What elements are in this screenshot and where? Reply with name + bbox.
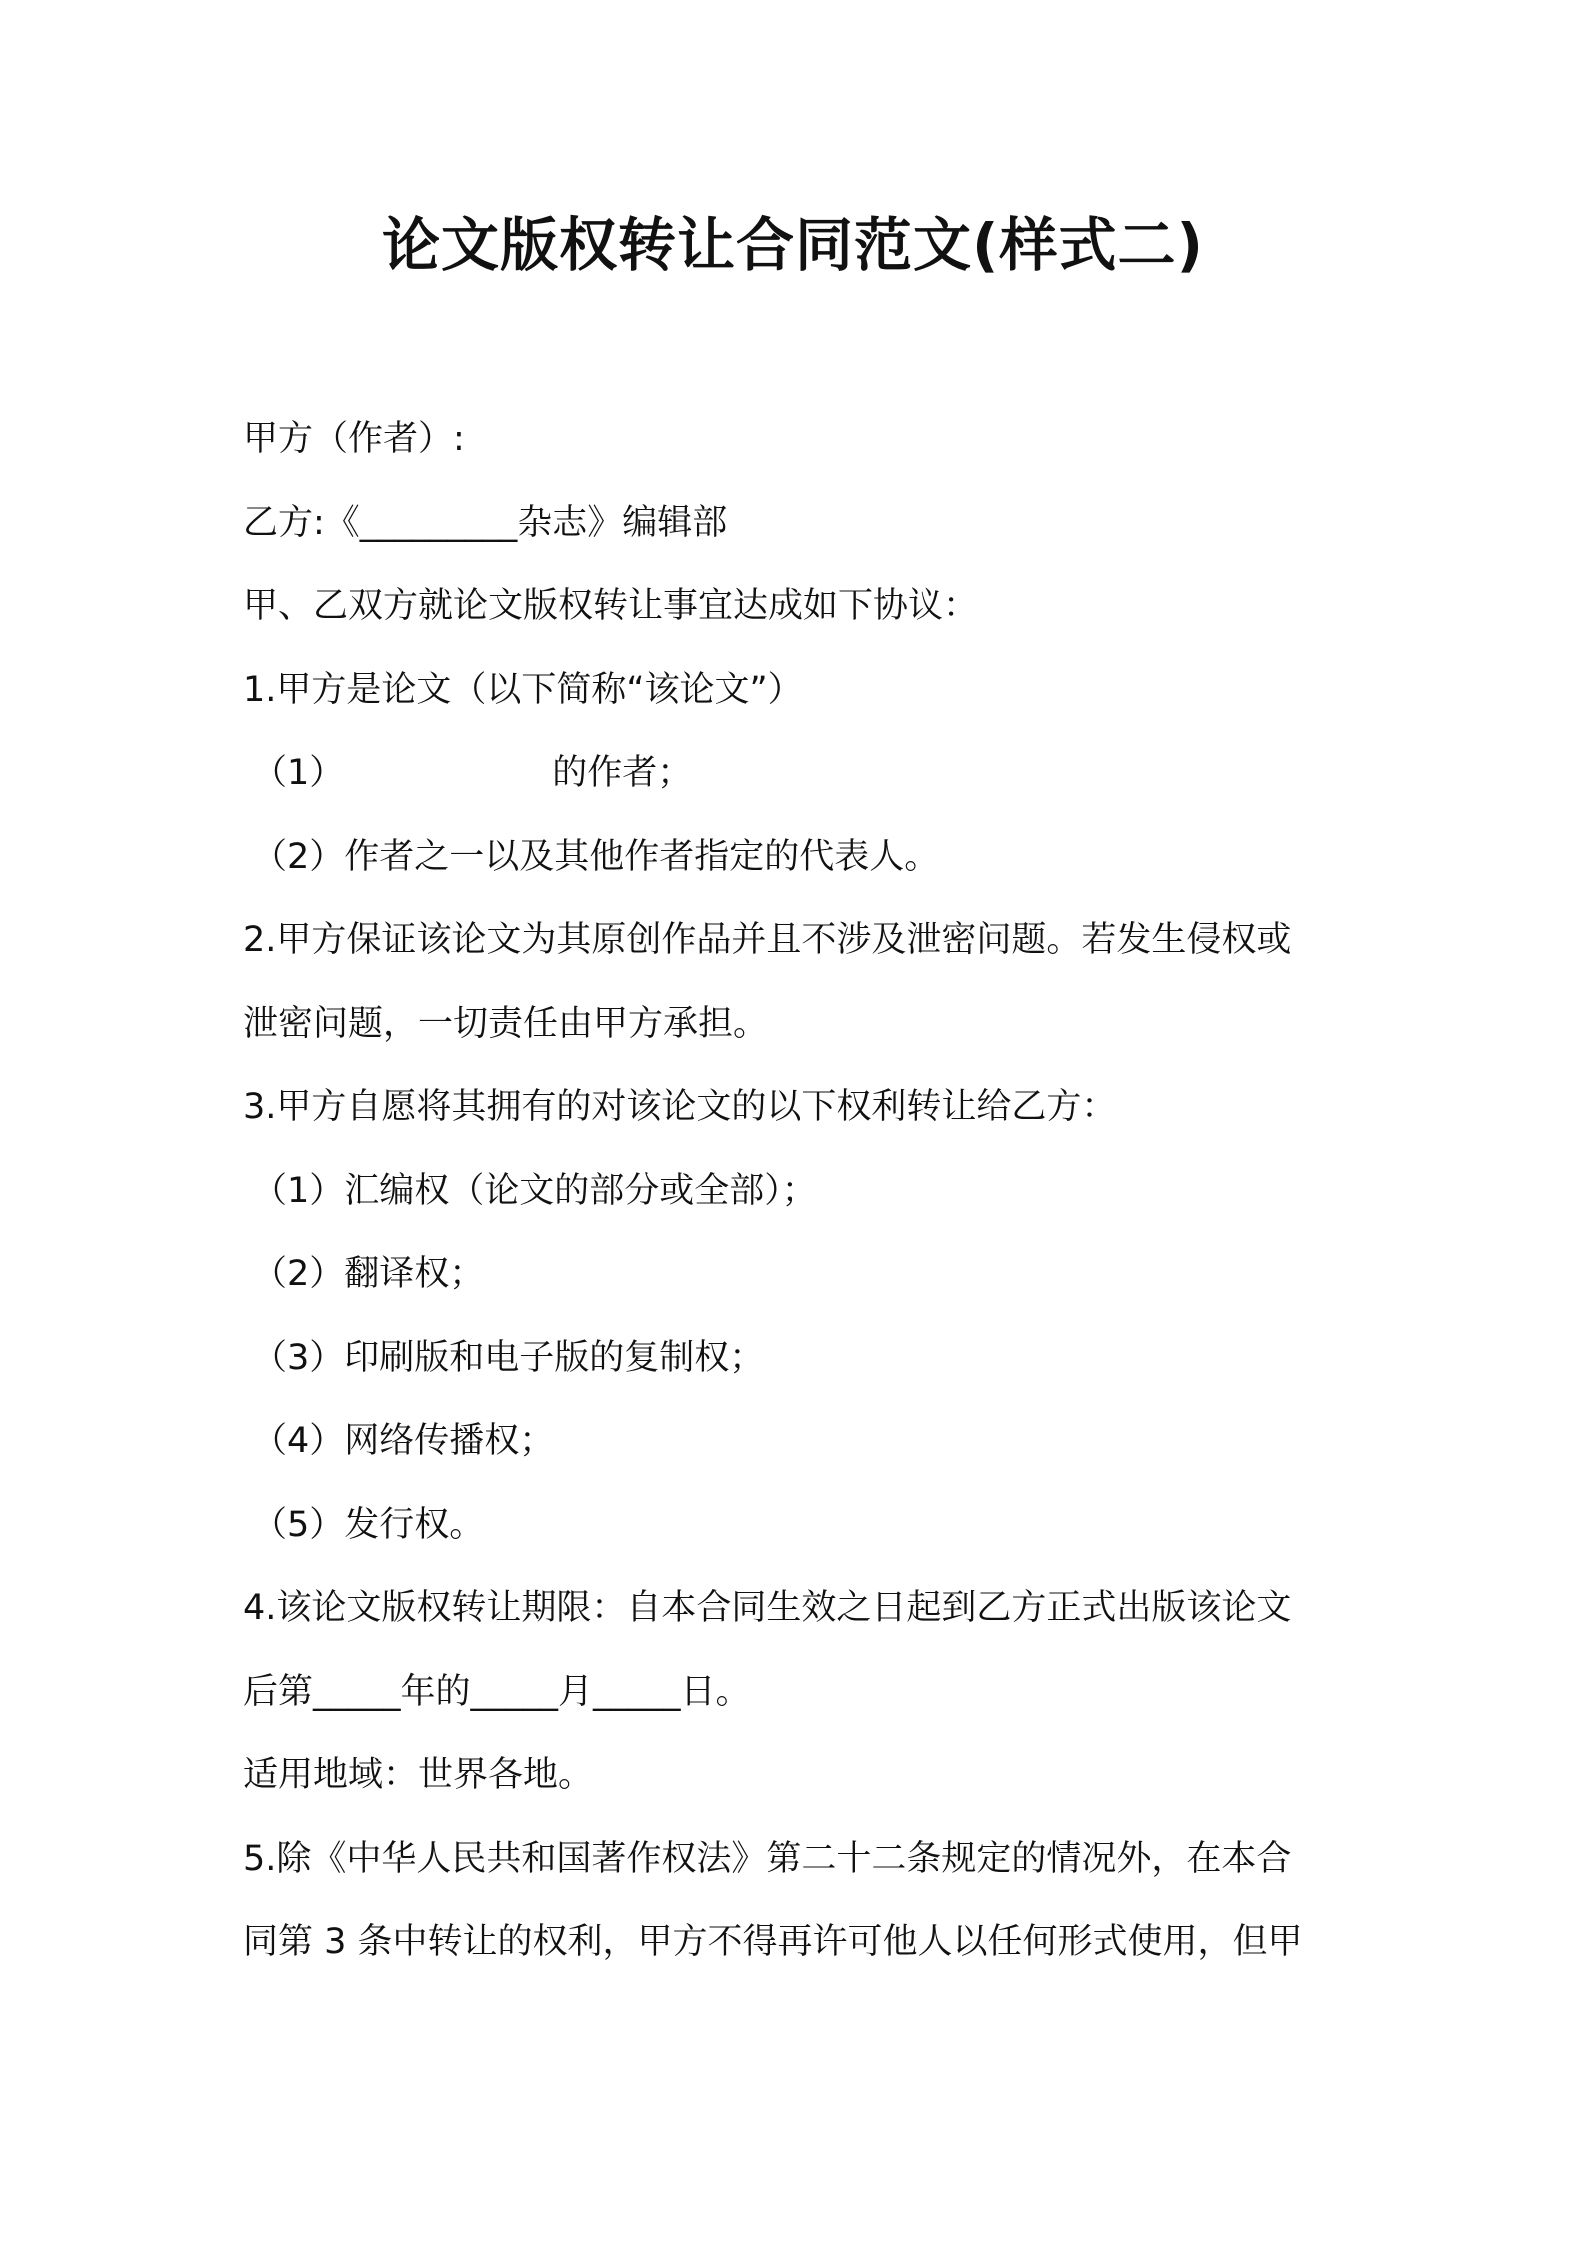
- clause-1-item-1-number: （1）: [252, 753, 345, 793]
- clause-5-line-2: 同第 3 条中转让的权利，甲方不得再许可他人以任何形式使用，但甲: [243, 1922, 1303, 1962]
- clause-2-line-2: 泄密问题，一切责任由甲方承担。: [243, 1003, 769, 1044]
- clause-3-item-2: （2）翻译权；: [252, 1254, 485, 1294]
- clause-2-line-1: 2.甲方保证该论文为其原创作品并且不涉及泄密问题。若发生侵权或: [243, 920, 1292, 960]
- clause-3-item-4: （4）网络传播权；: [252, 1421, 555, 1461]
- clause-3-item-5: （5）发行权。: [252, 1504, 485, 1545]
- region-line: 适用地域：世界各地。: [243, 1755, 594, 1795]
- clause-3-item-3: （3）印刷版和电子版的复制权；: [252, 1337, 765, 1378]
- party-b-line: 乙方:《_________杂志》编辑部: [243, 502, 728, 543]
- party-a-line: 甲方（作者）:: [243, 419, 465, 459]
- clause-4-line-1: 4.该论文版权转让期限：自本合同生效之日起到乙方正式出版该论文: [243, 1588, 1292, 1628]
- clause-1: 1.甲方是论文（以下简称“该论文”）: [243, 669, 803, 710]
- clause-1-item-1: [243, 732, 1353, 816]
- clause-1-item-2: （2）作者之一以及其他作者指定的代表人。: [252, 836, 940, 877]
- document-body: [243, 398, 1353, 1985]
- document-title: 论文版权转让合同范文(样式二): [381, 211, 1205, 279]
- clause-4-line-2: 后第_____年的_____月_____日。: [243, 1671, 751, 1712]
- clause-1-item-1-text: 的作者；: [552, 753, 693, 793]
- clause-3: 3.甲方自愿将其拥有的对该论文的以下权利转让给乙方：: [243, 1087, 1117, 1127]
- agreement-intro: 甲、乙双方就论文版权转让事宜达成如下协议：: [243, 586, 979, 626]
- clause-3-item-1: （1）汇编权（论文的部分或全部）；: [252, 1170, 817, 1211]
- clause-5-line-1: 5.除《中华人民共和国著作权法》第二十二条规定的情况外，在本合: [243, 1838, 1292, 1879]
